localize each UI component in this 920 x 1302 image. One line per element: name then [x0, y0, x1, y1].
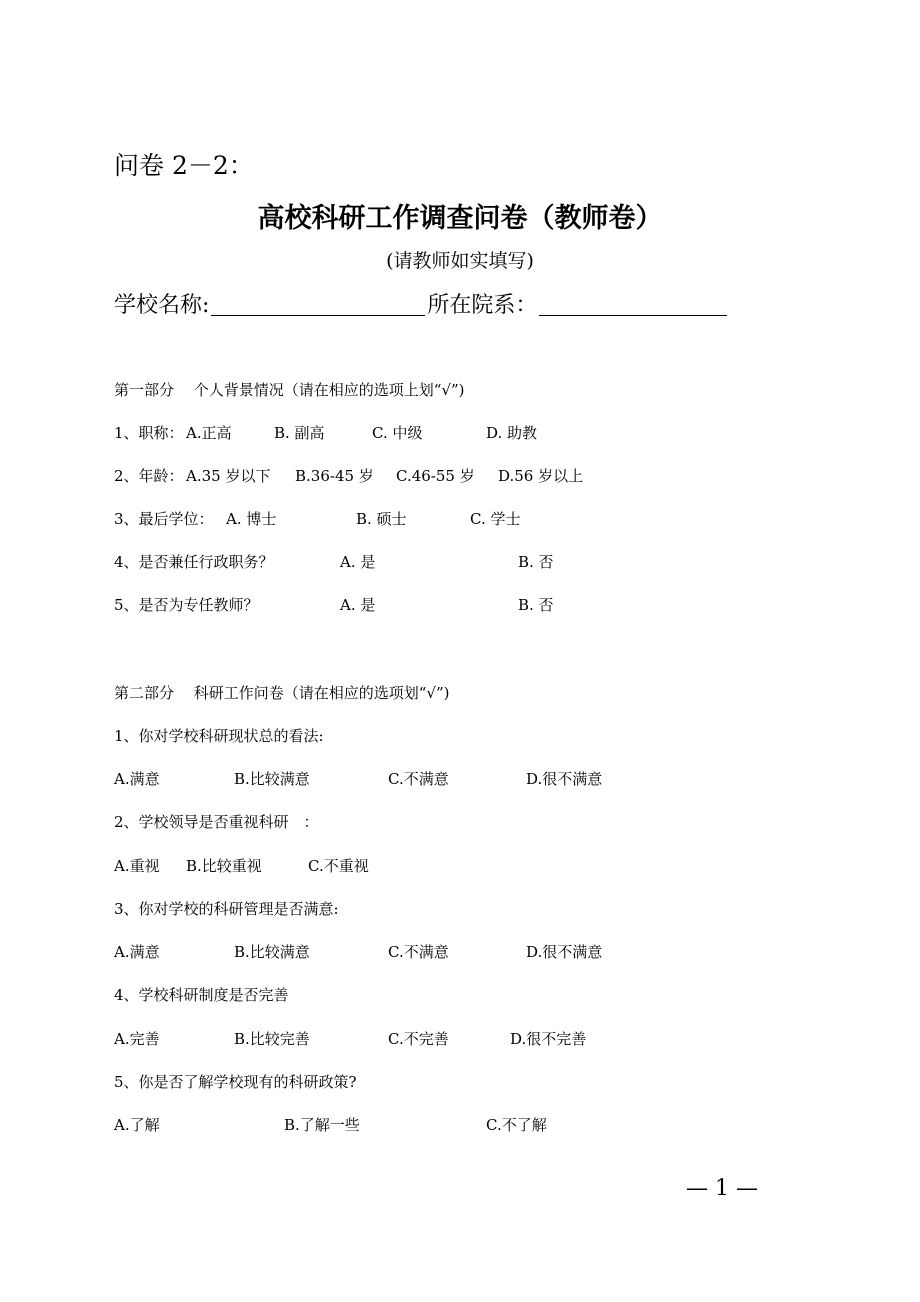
- option-b[interactable]: B.比较重视: [186, 857, 262, 875]
- option-b[interactable]: B.比较完善: [234, 1030, 310, 1048]
- school-name-label: 学校名称:: [114, 293, 210, 318]
- option-a[interactable]: A.正高: [186, 424, 232, 442]
- part1-heading: 第一部分 个人背景情况（请在相应的选项上划“√”): [114, 381, 465, 399]
- option-c[interactable]: C.不了解: [486, 1116, 547, 1134]
- part2-question-4-options: [114, 1028, 814, 1050]
- part2-question-2-text: 2、学校领导是否重视科研 ：: [114, 813, 319, 831]
- option-c[interactable]: C. 中级: [372, 424, 423, 442]
- part2-question-2-options: [114, 855, 814, 877]
- option-a[interactable]: A.35 岁以下: [186, 467, 271, 485]
- department-label: 所在院系：: [427, 293, 538, 318]
- option-d[interactable]: D.很不完善: [510, 1030, 587, 1048]
- option-c[interactable]: C.不完善: [388, 1030, 449, 1048]
- option-d[interactable]: D.56 岁以上: [498, 467, 584, 485]
- question-text: 3、最后学位：: [114, 510, 214, 528]
- option-b[interactable]: B. 否: [518, 553, 554, 571]
- part2-question-4-text: 4、学校科研制度是否完善: [114, 986, 289, 1004]
- part1-question-4: [114, 551, 814, 573]
- option-a[interactable]: A.完善: [114, 1030, 160, 1048]
- part2-question-1-options: [114, 768, 814, 790]
- part1-question-2: [114, 465, 814, 487]
- question-text: 2、年龄：: [114, 467, 184, 485]
- option-b[interactable]: B. 副高: [274, 424, 325, 442]
- question-text: 4、是否兼任行政职务？: [114, 553, 274, 571]
- part2-question-1-text: 1、你对学校科研现状总的看法:: [114, 727, 324, 745]
- document-title: 高校科研工作调查问卷（教师卷）: [257, 203, 663, 234]
- part2-question-5-options: [114, 1114, 814, 1136]
- option-c[interactable]: C.不满意: [388, 770, 449, 788]
- school-name-blank[interactable]: [211, 291, 425, 316]
- option-a[interactable]: A.满意: [114, 770, 160, 788]
- questionnaire-number: 问卷 2－2：: [114, 151, 254, 180]
- part2-question-3-options: [114, 941, 814, 963]
- option-c[interactable]: C.46-55 岁: [396, 467, 475, 485]
- school-info-row: [114, 288, 729, 319]
- option-a[interactable]: A.重视: [114, 857, 160, 875]
- department-blank[interactable]: [539, 291, 727, 316]
- question-text: 1、职称：: [114, 424, 184, 442]
- option-b[interactable]: B. 否: [518, 596, 554, 614]
- question-text: 5、是否为专任教师？: [114, 596, 259, 614]
- part2-question-5-text: 5、你是否了解学校现有的科研政策?: [114, 1073, 357, 1091]
- option-d[interactable]: D. 助教: [486, 424, 538, 442]
- document-subtitle: (请教师如实填写): [386, 250, 534, 272]
- option-c[interactable]: C.不满意: [388, 943, 449, 961]
- part2-question-3-text: 3、你对学校的科研管理是否满意:: [114, 900, 339, 918]
- part1-question-5: [114, 594, 814, 616]
- option-a[interactable]: A.满意: [114, 943, 160, 961]
- part1-question-1: [114, 422, 814, 444]
- option-a[interactable]: A. 是: [340, 596, 376, 614]
- option-a[interactable]: A.了解: [114, 1116, 160, 1134]
- option-b[interactable]: B.比较满意: [234, 943, 310, 961]
- option-d[interactable]: D.很不满意: [526, 943, 603, 961]
- option-b[interactable]: B.36-45 岁: [295, 467, 374, 485]
- part1-question-3: [114, 508, 814, 530]
- option-a[interactable]: A. 博士: [226, 510, 277, 528]
- option-b[interactable]: B.了解一些: [284, 1116, 360, 1134]
- page-number: — 1 —: [686, 1176, 758, 1201]
- option-b[interactable]: B. 硕士: [356, 510, 407, 528]
- option-c[interactable]: C.不重视: [308, 857, 369, 875]
- part2-heading: 第二部分 科研工作问卷（请在相应的选项划“√”): [114, 684, 450, 702]
- option-a[interactable]: A. 是: [340, 553, 376, 571]
- option-c[interactable]: C. 学士: [470, 510, 521, 528]
- option-b[interactable]: B.比较满意: [234, 770, 310, 788]
- option-d[interactable]: D.很不满意: [526, 770, 603, 788]
